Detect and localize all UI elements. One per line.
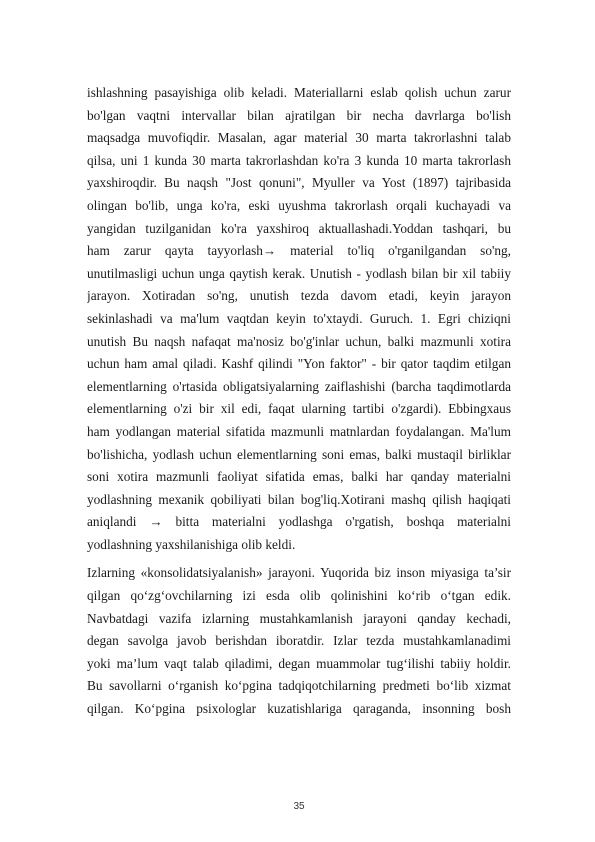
text-line: yoki ma’lum vaqt talab qiladimi, degan muammolar tug‘ilishi tabiiy holdir. [87, 655, 511, 671]
text-line: ham yodlangan material sifatida mazmunli matnlardan foydalangan. Ma'lum [87, 423, 511, 439]
text-line: elementlarning o'rtasida obligatsiyalarning zaiflashishi (barcha taqdimotlarda [87, 378, 511, 394]
text-line: qilgan. Ko‘pgina psixologlar kuzatishlariga qaraganda, insonning bosh [87, 701, 511, 717]
body-text [87, 82, 511, 721]
text-line: Navbatdagi vazifa izlarning mustahkamlanish jarayoni qanday kechadi, [87, 610, 511, 626]
text-line: unutish Bu naqsh nafaqat ma'nosiz bo'g'inlar uchun, balki mazmunli xotira [87, 333, 511, 349]
text-line: qilsa, uni 1 kunda 30 marta takrorlashdan ko'ra 3 kunda 10 marta takrorlash [87, 152, 511, 168]
text-line: sekinlashadi va ma'lum vaqtdan keyin to'xtaydi. Guruch. 1. Egri chiziqni [87, 310, 511, 326]
text-line: ham zarur qayta tayyorlash→ material to'liq o'rganilgandan so'ng, [87, 243, 511, 259]
text-line: degan savolga javob berishdan iboratdir. Izlar tezda mustahkamlanadimi [87, 633, 511, 649]
text-line: Izlarning «konsolidatsiyalanish» jarayoni. Yuqorida biz inson miyasiga ta’sir [87, 565, 511, 581]
text-line: unutilmasligi uchun unga qaytish kerak. Unutish - yodlash bilan bir xil tabiiy [87, 265, 511, 281]
text-line: ishlashning pasayishiga olib keladi. Materiallarni eslab qolish uchun zarur [87, 85, 511, 100]
text-line: elementlarning o'zi bir xil edi, faqat ularning tartibi o'zgardi). Ebbingxaus [87, 401, 511, 417]
text-line: olingan bo'lib, unga ko'ra, eski uyushma takrorlash orqali kuchayadi va [87, 197, 511, 213]
text-line: yodlashning yaxshilanishiga olib keldi. [87, 536, 296, 552]
text-line: yaxshiroqdir. Bu naqsh "Jost qonuni", Myuller va Yost (1897) tajribasida [87, 175, 511, 191]
text-line: aniqlandi → bitta materialni yodlashga o'rgatish, boshqa materialni [87, 514, 511, 530]
paragraph-2 [87, 562, 511, 720]
text-line: qilgan qo‘zg‘ovchilarning izi esda olib qolinishini ko‘rib o‘tgan edik. [87, 588, 511, 604]
text-line: bo'lishicha, yodlash uchun elementlarning soni emas, balki mustaqil birliklar [87, 446, 511, 462]
text-line: uchun ham amal qiladi. Kashf qilindi "Yon faktor" - bir qator taqdim etilgan [87, 356, 511, 372]
text-line: maqsadga muvofiqdir. Masalan, agar material 30 marta takrorlashni talab [87, 130, 511, 146]
text-line: jarayon. Xotiradan so'ng, unutish tezda davom etadi, keyin jarayon [87, 288, 511, 304]
text-line: soni xotira mazmunli faoliyat sifatida emas, balki har qanday materialni [87, 469, 511, 485]
page-number: 35 [293, 801, 305, 812]
text-line: Bu savollarni o‘rganish ko‘pgina tadqiqotchilarning predmeti bo‘lib xizmat [87, 678, 511, 694]
text-line: bo'lgan vaqtni intervallar bilan ajratilgan bir necha davrlarga bo'lish [87, 107, 511, 123]
paragraph-1 [87, 82, 511, 556]
document-page [87, 0, 511, 842]
text-line: yangidan tuzilganidan ko'ra yaxshiroq aktuallashadi.Yoddan tashqari, bu [87, 220, 511, 236]
text-line: yodlashning mexanik qobiliyati bilan bog'liq.Xotirani mashq qilish haqiqati [87, 491, 511, 507]
